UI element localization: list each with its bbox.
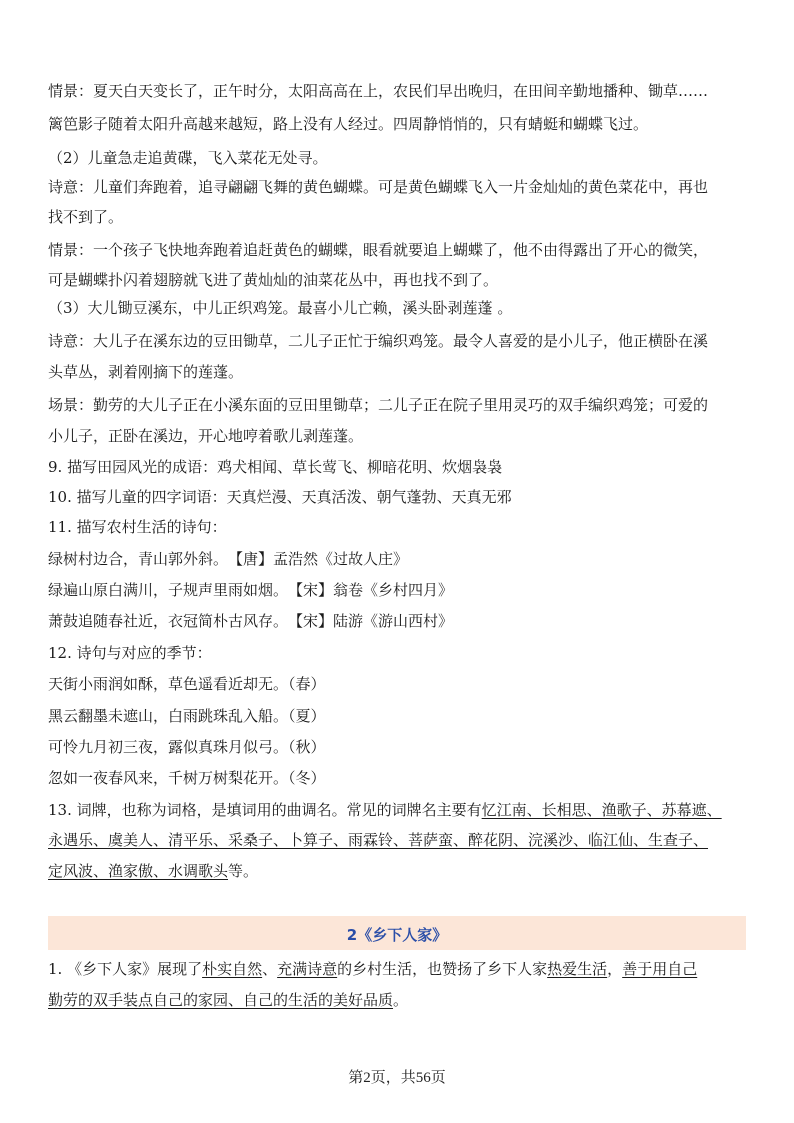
text-line-9: 诗意：大儿子在溪东边的豆田锄草，二儿子正忙于编织鸡笼。最令人喜爱的是小儿子，他正横卧在溪	[48, 332, 709, 350]
text-line-14: 10. 描写儿童的四字词语：天真烂漫、天真活泼、朝气蓬勃、天真无邪	[48, 488, 512, 506]
item13-prefix: 13. 词牌，也称为词格，是填词用的曲调名。常见的词牌名主要有	[48, 801, 482, 819]
item13-line-1	[48, 800, 722, 820]
item1-line-1	[48, 959, 697, 979]
item1-keyword-3: 热爱生活	[547, 960, 608, 978]
item13-cipai-names-1: 忆江南、长相思、渔歌子、苏幕遮、	[481, 801, 722, 819]
section-title: 2《乡下人家》	[346, 926, 448, 944]
item1-keyword-5: 勤劳的双手装点自己的家园、自己的生活的美好品质	[48, 991, 394, 1009]
item1-text-a: 1. 《乡下人家》展现了	[48, 960, 203, 978]
text-line-6: 情景：一个孩子飞快地奔跑着追赶黄色的蝴蝶，眼看就要追上蝴蝶了，他不由得露出了开心的微笑，	[48, 241, 709, 259]
item13-cipai-names-2: 永遇乐、虞美人、清平乐、采桑子、卜算子、雨霖铃、菩萨蛮、醉花阴、浣溪沙、临江仙、生查子、	[48, 831, 709, 849]
item1-text-e: 。	[393, 991, 409, 1009]
text-line-4: 诗意：儿童们奔跑着，追寻翩翩飞舞的黄色蝴蝶。可是黄色蝴蝶飞入一片金灿灿的黄色菜花中，再也	[48, 178, 709, 196]
text-line-7: 可是蝴蝶扑闪着翅膀就飞进了黄灿灿的油菜花丛中，再也找不到了。	[48, 271, 499, 289]
text-line-19: 12. 诗句与对应的季节：	[48, 644, 212, 662]
text-line-12: 小儿子，正卧在溪边，开心地哼着歌儿剥莲蓬。	[48, 427, 364, 445]
text-line-2: 篱笆影子随着太阳升高越来越短，路上没有人经过。四周静悄悄的，只有蜻蜓和蝴蝶飞过。	[48, 115, 649, 133]
text-line-3: （2）儿童急走追黄碟，飞入菜花无处寻。	[48, 149, 328, 167]
item13-line-2	[48, 830, 708, 850]
item1-text-d: ，	[607, 960, 623, 978]
text-line-20: 天街小雨润如酥，草色遥看近却无。（春）	[48, 675, 326, 693]
text-line-21: 黑云翻墨未遮山，白雨跳珠乱入船。（夏）	[48, 707, 326, 725]
page-footer: 第2页，共56页	[348, 1070, 446, 1086]
item1-keyword-4: 善于用自己	[622, 960, 698, 978]
text-line-5: 找不到了。	[48, 208, 124, 226]
item1-keyword-2: 充满诗意	[277, 960, 338, 978]
text-line-16: 绿树村边合，青山郭外斜。 【唐】孟浩然《过故人庄》	[48, 550, 409, 568]
text-line-8: （3）大儿锄豆溪东，中儿正织鸡笼。最喜小儿亡赖，溪头卧剥莲蓬 。	[48, 299, 513, 317]
item1-text-b: 、	[262, 960, 278, 978]
text-line-22: 可怜九月初三夜，露似真珠月似弓。（秋）	[48, 738, 326, 756]
text-line-1: 情景：夏天白天变长了，正午时分，太阳高高在上，农民们早出晚归，在田间辛勤地播种、锄草……	[48, 82, 709, 100]
item1-keyword-1: 朴实自然	[202, 960, 263, 978]
text-line-18: 萧鼓追随春社近，衣冠简朴古风存。 【宋】陆游《游山西村》	[48, 612, 454, 630]
item1-line-2	[48, 990, 408, 1010]
text-line-10: 头草丛，剥着刚摘下的莲蓬。	[48, 363, 244, 381]
item13-line-3	[48, 861, 258, 881]
item13-cipai-names-3: 定风波、渔家傲、水调歌头	[48, 862, 229, 880]
item13-suffix: 等。	[228, 862, 259, 880]
text-line-23: 忽如一夜春风来，千树万树梨花开。（冬）	[48, 769, 326, 787]
item1-text-c: 的乡村生活，也赞扬了乡下人家	[337, 960, 548, 978]
text-line-15: 11. 描写农村生活的诗句：	[48, 518, 227, 536]
text-line-17: 绿遍山原白满川，子规声里雨如烟。 【宋】翁卷《乡村四月》	[48, 581, 454, 599]
text-line-13: 9. 描写田园风光的成语：鸡犬相闻、草长莺飞、柳暗花明、炊烟袅袅	[48, 458, 503, 476]
section-header-bar	[48, 916, 746, 950]
text-line-11: 场景：勤劳的大儿子正在小溪东面的豆田里锄草；二儿子正在院子里用灵巧的双手编织鸡笼；可爱的	[48, 396, 709, 414]
